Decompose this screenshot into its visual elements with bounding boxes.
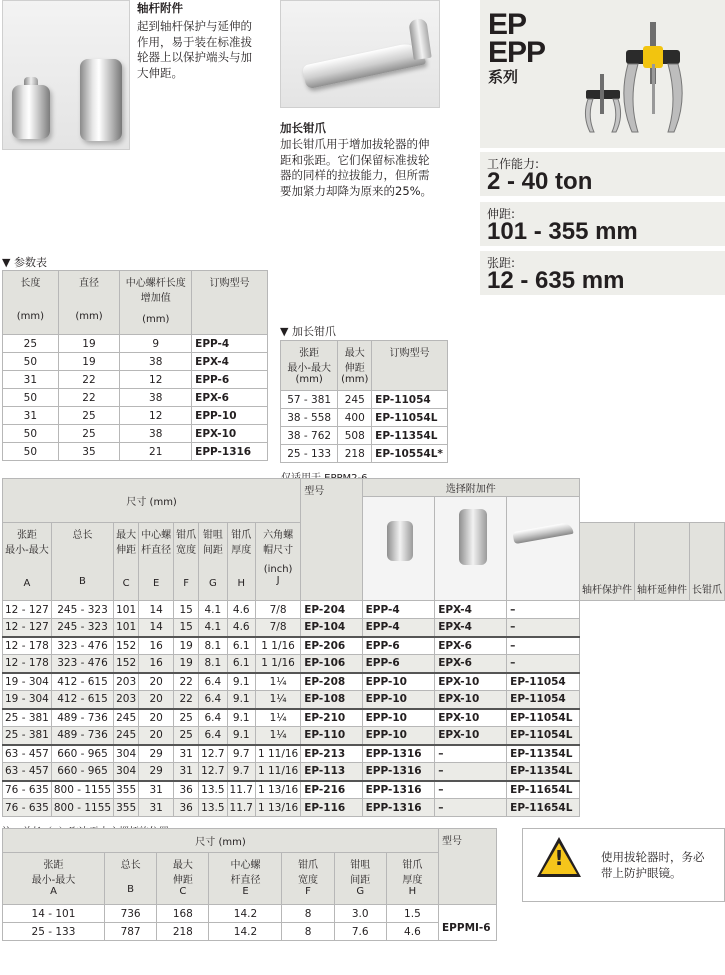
claw-row: 38 - 762 508 EP-11354L xyxy=(281,427,448,445)
main-model-cell: EP-210 xyxy=(301,709,362,727)
warning-exclamation-icon: ! xyxy=(554,846,564,870)
main-value-cell: 6.4 xyxy=(199,691,227,709)
main-accessory-cell: EPP-10 xyxy=(362,709,435,727)
main-accessory-cell: EPX-6 xyxy=(435,637,507,655)
param-row: 50 19 38 EPX-4 xyxy=(3,353,268,371)
main-col-header: 钳爪 厚度 H xyxy=(227,523,255,601)
shaft-protector-image xyxy=(12,85,50,139)
main-value-cell: 4.6 xyxy=(227,619,255,637)
claw-row: 57 - 381 245 EP-11054 xyxy=(281,391,448,409)
main-value-cell: 9.1 xyxy=(227,673,255,691)
param-row: 50 25 38 EPX-10 xyxy=(3,425,268,443)
main-value-cell: 11.7 xyxy=(227,781,255,799)
main-value-cell: 323 - 476 xyxy=(51,637,113,655)
main-table-row xyxy=(3,781,725,799)
main-value-cell: 31 xyxy=(139,799,174,817)
main-value-cell: 1 11/16 xyxy=(255,763,300,781)
acc-extension-image-cell xyxy=(435,497,507,601)
puller-product-image xyxy=(580,20,720,142)
main-value-cell: 1 11/16 xyxy=(255,745,300,763)
extended-claw-photo xyxy=(280,0,440,108)
safety-warning-box xyxy=(522,828,725,902)
series-panel xyxy=(480,0,725,148)
main-value-cell: 12 - 127 xyxy=(3,619,52,637)
main-value-cell: 14 xyxy=(139,601,174,619)
main-value-cell: 63 - 457 xyxy=(3,763,52,781)
main-value-cell: 304 xyxy=(114,745,139,763)
extended-claw-image xyxy=(302,41,426,90)
main-value-cell: 36 xyxy=(174,799,199,817)
main-table-row xyxy=(3,745,725,763)
main-value-cell: 245 - 323 xyxy=(51,601,113,619)
acc-extension-image xyxy=(459,509,487,565)
main-model-cell: EP-108 xyxy=(301,691,362,709)
main-accessory-cell: EPP-1316 xyxy=(362,745,435,763)
main-value-cell: 22 xyxy=(174,691,199,709)
main-value-cell: 16 xyxy=(139,655,174,673)
main-model-cell: EP-213 xyxy=(301,745,362,763)
main-value-cell: 8.1 xyxy=(199,655,227,673)
main-table-row xyxy=(3,655,725,673)
main-value-cell: 355 xyxy=(114,781,139,799)
capacity-panel xyxy=(480,152,725,196)
main-value-cell: 76 - 635 xyxy=(3,799,52,817)
main-model-cell: EP-204 xyxy=(301,601,362,619)
bottom-dim-header: 尺寸 (mm) xyxy=(3,829,439,853)
main-col-header: 钳爪 宽度 F xyxy=(174,523,199,601)
main-value-cell: 245 xyxy=(114,727,139,745)
param-header-diameter: 直径 (mm) xyxy=(58,271,120,335)
claw-header-order-model: 订购型号 xyxy=(372,341,448,391)
main-col-header: 张距 最小-最大 A xyxy=(3,523,52,601)
acc-protector-image xyxy=(387,521,413,561)
main-model-cell: EP-216 xyxy=(301,781,362,799)
main-value-cell: 15 xyxy=(174,619,199,637)
main-value-cell: 76 - 635 xyxy=(3,781,52,799)
main-accessory-cell: EP-11654L xyxy=(507,781,580,799)
main-table-row xyxy=(3,763,725,781)
main-accessory-cell: EPP-4 xyxy=(362,601,435,619)
main-table-row xyxy=(3,709,725,727)
main-value-cell: 9.7 xyxy=(227,745,255,763)
main-accessory-cell: EPX-4 xyxy=(435,601,507,619)
main-accessory-cell: EPP-10 xyxy=(362,727,435,745)
main-model-header: 型号 xyxy=(301,479,362,601)
main-accessory-cell: EP-11354L xyxy=(507,763,580,781)
claw-header-spread: 张距 最小-最大 (mm) xyxy=(281,341,338,391)
main-value-cell: 22 xyxy=(174,673,199,691)
main-model-cell: EP-110 xyxy=(301,727,362,745)
main-model-cell: EP-208 xyxy=(301,673,362,691)
main-value-cell: 152 xyxy=(114,655,139,673)
main-accessory-cell: EPX-10 xyxy=(435,709,507,727)
main-value-cell: 6.4 xyxy=(199,673,227,691)
main-value-cell: 1 1/16 xyxy=(255,637,300,655)
acc-protector-image-cell xyxy=(362,497,435,601)
main-value-cell: 12 - 178 xyxy=(3,655,52,673)
main-value-cell: 12.7 xyxy=(199,763,227,781)
main-table-row xyxy=(3,799,725,817)
main-accessory-cell: EP-11354L xyxy=(507,745,580,763)
bottom-row: 14 - 101 736 168 14.2 8 3.0 1.5 EPPMI-6 xyxy=(3,905,497,923)
main-accessory-cell: EP-11054L xyxy=(507,709,580,727)
spread-label: 张距: xyxy=(487,256,516,270)
main-value-cell: 660 - 965 xyxy=(51,745,113,763)
series-name-epp: EPP xyxy=(488,36,546,69)
spread-value: 12 - 635 mm xyxy=(487,267,625,294)
main-accessory-cell: EPP-1316 xyxy=(362,799,435,817)
param-row: 31 25 12 EPP-10 xyxy=(3,407,268,425)
main-accessory-cell: EPX-10 xyxy=(435,691,507,709)
main-col-header: 中心螺 杆直径 E xyxy=(139,523,174,601)
main-value-cell: 19 - 304 xyxy=(3,673,52,691)
claw-table xyxy=(280,340,448,463)
param-header-length: 长度 (mm) xyxy=(3,271,59,335)
series-label: 系列 xyxy=(488,68,519,86)
spread-panel xyxy=(480,251,725,295)
main-accessory-cell: EPX-4 xyxy=(435,619,507,637)
param-row: 25 19 9 EPP-4 xyxy=(3,335,268,353)
bottom-col-header: 最大 伸距 C xyxy=(157,853,209,905)
main-value-cell: 63 - 457 xyxy=(3,745,52,763)
main-value-cell: 152 xyxy=(114,637,139,655)
main-accessory-cell: EPP-10 xyxy=(362,691,435,709)
main-model-cell: EP-113 xyxy=(301,763,362,781)
main-value-cell: 31 xyxy=(174,745,199,763)
bottom-model-value: EPPMI-6 xyxy=(439,905,497,941)
main-value-cell: 25 - 381 xyxy=(3,709,52,727)
main-accessory-cell: – xyxy=(507,601,580,619)
bottom-col-header: 钳爪 宽度 F xyxy=(282,853,334,905)
main-value-cell: 489 - 736 xyxy=(51,727,113,745)
acc-claw-image-cell xyxy=(507,497,580,601)
main-value-cell: 25 - 381 xyxy=(3,727,52,745)
main-accessory-cell: EPP-6 xyxy=(362,655,435,673)
shaft-accessory-description: 起到轴杆保护与延伸的 作用，易于装在标准拔 轮器上以保护端头与加 大伸距。 xyxy=(137,19,252,80)
param-row: 50 35 21 EPP-1316 xyxy=(3,443,268,461)
main-value-cell: 1¼ xyxy=(255,727,300,745)
main-accessory-cell: EPX-6 xyxy=(435,655,507,673)
main-value-cell: 800 - 1155 xyxy=(51,781,113,799)
main-value-cell: 6.1 xyxy=(227,655,255,673)
main-accessory-cell: EPP-1316 xyxy=(362,781,435,799)
main-table-row xyxy=(3,601,725,619)
main-value-cell: 304 xyxy=(114,763,139,781)
main-accessory-cell: EPP-1316 xyxy=(362,763,435,781)
accessory-col-header: 轴杆延伸件 xyxy=(635,523,690,601)
main-value-cell: 412 - 615 xyxy=(51,691,113,709)
main-value-cell: 12 - 127 xyxy=(3,601,52,619)
main-value-cell: 29 xyxy=(139,763,174,781)
main-table-row xyxy=(3,691,725,709)
main-dim-header: 尺寸 (mm) xyxy=(3,479,301,523)
main-value-cell: 6.1 xyxy=(227,637,255,655)
main-value-cell: 19 xyxy=(174,655,199,673)
main-value-cell: 1 1/16 xyxy=(255,655,300,673)
claw-header-reach: 最大 伸距 (mm) xyxy=(338,341,372,391)
main-value-cell: 31 xyxy=(139,781,174,799)
main-value-cell: 12 - 178 xyxy=(3,637,52,655)
warning-text: 使用拔轮器时，务必 带上防护眼镜。 xyxy=(601,850,705,880)
main-col-header: 六角螺 帽尺寸 (inch) J xyxy=(255,523,300,601)
main-accessory-cell: – xyxy=(435,745,507,763)
main-value-cell: 660 - 965 xyxy=(51,763,113,781)
main-accessory-cell: – xyxy=(507,637,580,655)
main-table-row xyxy=(3,727,725,745)
main-value-cell: 355 xyxy=(114,799,139,817)
main-value-cell: 412 - 615 xyxy=(51,673,113,691)
bottom-col-header: 中心螺 杆直径 E xyxy=(209,853,282,905)
param-table xyxy=(2,270,268,461)
main-value-cell: 245 - 323 xyxy=(51,619,113,637)
main-value-cell: 1 13/16 xyxy=(255,799,300,817)
extended-claw-title: 加长钳爪 xyxy=(280,121,326,135)
main-model-cell: EP-116 xyxy=(301,799,362,817)
main-value-cell: 6.4 xyxy=(199,727,227,745)
accessory-col-header: 长钳爪 xyxy=(690,523,725,601)
main-col-header: 总长 B xyxy=(51,523,113,601)
main-model-cell: EP-106 xyxy=(301,655,362,673)
main-table-row xyxy=(3,619,725,637)
main-accessory-cell: – xyxy=(507,655,580,673)
accessory-col-header: 轴杆保护件 xyxy=(580,523,635,601)
main-table-row xyxy=(3,673,725,691)
main-value-cell: 25 xyxy=(174,709,199,727)
main-model-cell: EP-206 xyxy=(301,637,362,655)
main-value-cell: 4.6 xyxy=(227,601,255,619)
main-accessory-cell: – xyxy=(435,781,507,799)
main-value-cell: 9.1 xyxy=(227,727,255,745)
main-accessory-cell: EP-11054 xyxy=(507,691,580,709)
main-value-cell: 31 xyxy=(174,763,199,781)
main-value-cell: 11.7 xyxy=(227,799,255,817)
capacity-value: 2 - 40 ton xyxy=(487,168,593,195)
main-value-cell: 4.1 xyxy=(199,619,227,637)
main-accessory-cell: EP-11054 xyxy=(507,673,580,691)
claw-table-title: ▼ 加长钳爪 xyxy=(280,325,336,338)
main-accessory-cell: – xyxy=(435,799,507,817)
claw-row: 38 - 558 400 EP-11054L xyxy=(281,409,448,427)
main-table-row xyxy=(3,637,725,655)
main-value-cell: 20 xyxy=(139,709,174,727)
bottom-col-header: 张距 最小-最大 A xyxy=(3,853,105,905)
bottom-row: 25 - 133 787 218 14.2 8 7.6 4.6 xyxy=(3,923,497,941)
reach-label: 伸距: xyxy=(487,207,516,221)
param-table-title: ▼ 参数表 xyxy=(2,256,47,269)
main-accessory-cell: – xyxy=(435,763,507,781)
shaft-accessory-title: 轴杆附件 xyxy=(137,1,183,15)
bottom-col-header: 总长 B xyxy=(104,853,156,905)
main-value-cell: 20 xyxy=(139,673,174,691)
main-value-cell: 1 13/16 xyxy=(255,781,300,799)
main-value-cell: 203 xyxy=(114,673,139,691)
main-value-cell: 8.1 xyxy=(199,637,227,655)
main-accessory-cell: EPX-10 xyxy=(435,673,507,691)
main-value-cell: 7/8 xyxy=(255,619,300,637)
main-model-cell: EP-104 xyxy=(301,619,362,637)
shaft-accessory-photo xyxy=(2,0,130,150)
main-accessory-cell: – xyxy=(507,619,580,637)
main-value-cell: 25 xyxy=(174,727,199,745)
main-spec-table xyxy=(2,478,725,817)
main-value-cell: 1¼ xyxy=(255,709,300,727)
main-value-cell: 245 xyxy=(114,709,139,727)
main-accessory-cell: EPP-4 xyxy=(362,619,435,637)
extended-claw-description: 加长钳爪用于增加拔轮器的伸 距和张距。它们保留标准拔轮 器的同样的拉拔能力，但所需 要加紧力却降为原来的25%。 xyxy=(280,137,433,198)
main-value-cell: 13.5 xyxy=(199,781,227,799)
main-value-cell: 800 - 1155 xyxy=(51,799,113,817)
shaft-extension-image xyxy=(80,59,122,141)
param-header-screw-increase: 中心螺杆长度 增加值 (mm) xyxy=(120,271,192,335)
main-col-header: 最大 伸距 C xyxy=(114,523,139,601)
param-header-order-model: 订购型号 xyxy=(192,271,268,335)
main-value-cell: 12.7 xyxy=(199,745,227,763)
main-value-cell: 19 xyxy=(174,637,199,655)
main-accessory-header: 选择附加件 xyxy=(362,479,579,497)
main-value-cell: 20 xyxy=(139,691,174,709)
main-value-cell: 4.1 xyxy=(199,601,227,619)
main-value-cell: 16 xyxy=(139,637,174,655)
main-value-cell: 1¼ xyxy=(255,673,300,691)
main-col-header: 钳咀 间距 G xyxy=(199,523,227,601)
main-accessory-cell: EP-11054L xyxy=(507,727,580,745)
main-value-cell: 9.1 xyxy=(227,691,255,709)
param-row: 31 22 12 EPP-6 xyxy=(3,371,268,389)
capacity-label: 工作能力: xyxy=(487,157,540,171)
main-value-cell: 13.5 xyxy=(199,799,227,817)
main-value-cell: 36 xyxy=(174,781,199,799)
main-value-cell: 9.7 xyxy=(227,763,255,781)
main-value-cell: 101 xyxy=(114,619,139,637)
claw-row: 25 - 133 218 EP-10554L* xyxy=(281,445,448,463)
main-accessory-cell: EPP-10 xyxy=(362,673,435,691)
main-value-cell: 101 xyxy=(114,601,139,619)
main-value-cell: 203 xyxy=(114,691,139,709)
main-accessory-cell: EPX-10 xyxy=(435,727,507,745)
series-name-ep: EP xyxy=(488,8,527,41)
main-value-cell: 29 xyxy=(139,745,174,763)
bottom-spec-table xyxy=(2,828,497,941)
main-value-cell: 19 - 304 xyxy=(3,691,52,709)
param-row: 50 22 38 EPX-6 xyxy=(3,389,268,407)
main-value-cell: 489 - 736 xyxy=(51,709,113,727)
main-value-cell: 14 xyxy=(139,619,174,637)
main-value-cell: 323 - 476 xyxy=(51,655,113,673)
main-value-cell: 15 xyxy=(174,601,199,619)
bottom-col-header: 钳咀 间距 G xyxy=(334,853,386,905)
bottom-model-header: 型号 xyxy=(439,829,497,905)
reach-value: 101 - 355 mm xyxy=(487,218,638,245)
main-accessory-cell: EP-11654L xyxy=(507,799,580,817)
main-value-cell: 6.4 xyxy=(199,709,227,727)
main-value-cell: 9.1 xyxy=(227,709,255,727)
bottom-col-header: 钳爪 厚度 H xyxy=(386,853,438,905)
acc-claw-image xyxy=(513,522,574,544)
main-value-cell: 1¼ xyxy=(255,691,300,709)
reach-panel xyxy=(480,202,725,246)
main-accessory-cell: EPP-6 xyxy=(362,637,435,655)
main-value-cell: 7/8 xyxy=(255,601,300,619)
main-value-cell: 20 xyxy=(139,727,174,745)
